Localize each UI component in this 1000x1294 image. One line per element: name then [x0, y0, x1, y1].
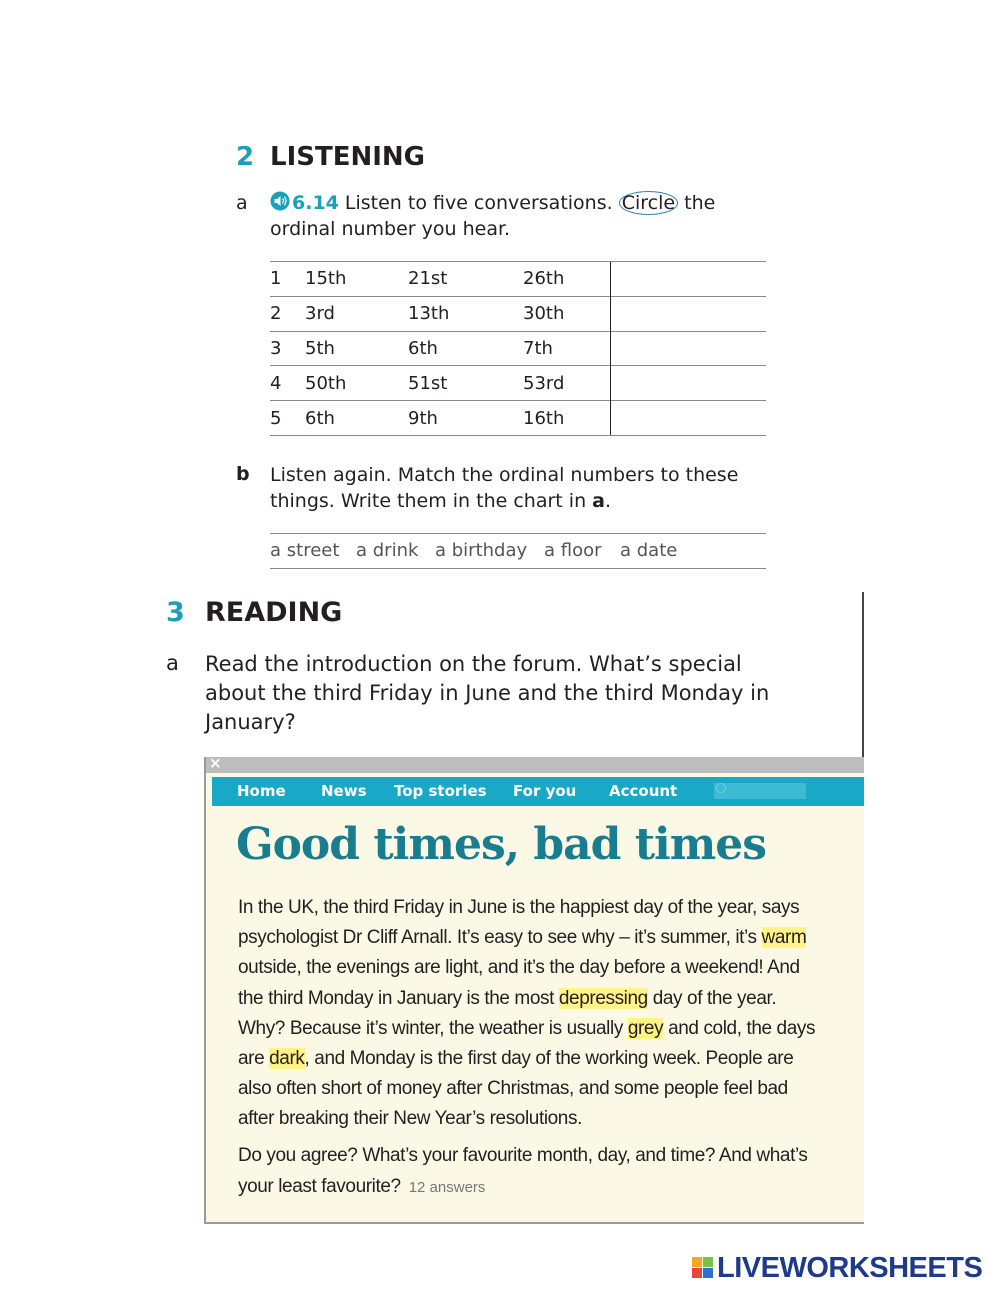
ordinal-cell: 50th — [305, 366, 408, 401]
forum-nav-bar — [212, 777, 864, 806]
thing-item: a drink — [356, 540, 419, 561]
row-number-cell: 3 — [270, 331, 305, 366]
ordinal-cell: 13th — [408, 296, 523, 331]
ordinal-cell: 9th — [408, 401, 523, 436]
body-text-segment: day of the year. Why? Because it’s winter, the weather is usually — [238, 987, 777, 1039]
exercise-3a-instruction: Read the introduction on the forum. What’s special about the third Friday in June and the third Monday in January? — [205, 652, 770, 734]
thing-item: a street — [270, 540, 340, 561]
ordinal-cell: 7th — [523, 331, 611, 366]
search-icon — [716, 783, 726, 793]
highlighted-word: warm — [761, 927, 807, 949]
table-row — [270, 262, 766, 297]
highlighted-word: dark — [269, 1048, 305, 1070]
nav-account[interactable]: Account — [609, 782, 678, 800]
highlighted-word: grey — [627, 1017, 664, 1039]
logo-text: LIVEWORKSHEETS — [717, 1252, 983, 1284]
ordinal-cell: 30th — [523, 296, 611, 331]
article-headline: Good times, bad times — [236, 819, 767, 870]
instruction-b-text: Listen again. Match the ordinal numbers to these things. Write them in the chart in — [270, 464, 739, 512]
instruction-text-before: Listen to five conversations. — [344, 192, 613, 214]
row-number-cell: 5 — [270, 401, 305, 436]
instruction-b-end: . — [605, 490, 612, 512]
body-text-segment: and cold, the days are — [238, 1017, 816, 1070]
ordinal-numbers-table — [270, 261, 766, 436]
close-icon[interactable]: × — [209, 754, 222, 772]
browser-title-bar — [206, 754, 864, 773]
table-row — [270, 401, 766, 436]
highlighted-word: depressing — [558, 987, 648, 1009]
section-2-number: 2 — [236, 142, 255, 172]
answer-cell[interactable] — [611, 401, 767, 436]
answer-cell[interactable] — [611, 331, 767, 366]
ordinal-cell: 26th — [523, 262, 611, 297]
answers-link[interactable]: 12 answers — [408, 1178, 486, 1196]
exercise-2a-instruction — [270, 190, 770, 242]
row-number-cell: 2 — [270, 296, 305, 331]
ordinal-cell: 51st — [408, 366, 523, 401]
circled-word: Circle — [619, 191, 678, 215]
nav-home[interactable]: Home — [237, 782, 286, 800]
instruction-b-ref: a — [592, 490, 605, 512]
ordinal-cell: 6th — [408, 331, 523, 366]
audio-speaker-icon[interactable] — [270, 191, 290, 211]
ordinal-cell: 5th — [305, 331, 408, 366]
section-3-number: 3 — [166, 597, 185, 628]
exercise-2b-letter: b — [236, 463, 250, 485]
ordinal-cell: 53rd — [523, 366, 611, 401]
exercise-3a-letter: a — [166, 651, 179, 675]
track-number: 6.14 — [292, 192, 339, 214]
forum-question — [238, 1141, 818, 1203]
article-body — [238, 893, 818, 1135]
ordinal-cell: 6th — [305, 401, 408, 436]
table-row — [270, 366, 766, 401]
table-row — [270, 331, 766, 366]
exercise-2a-letter: a — [236, 192, 248, 214]
answer-cell[interactable] — [611, 296, 767, 331]
ordinal-cell: 21st — [408, 262, 523, 297]
ordinal-cell: 16th — [523, 401, 611, 436]
instruction-text-after: the ordinal number you hear. — [270, 192, 716, 240]
ordinal-cell: 3rd — [305, 296, 408, 331]
table-row — [270, 296, 766, 331]
body-text-segment: , and Monday is the first day of the working week. People are also often short of money after Christmas, and some people feel bad after breaking their New Year’s resolutions. — [238, 1048, 794, 1130]
nav-top-stories[interactable]: Top stories — [394, 782, 487, 800]
row-number-cell: 1 — [270, 262, 305, 297]
section-2-title: LISTENING — [270, 142, 425, 172]
thing-item: a birthday — [435, 540, 528, 561]
ordinal-cell: 15th — [305, 262, 408, 297]
answer-cell[interactable] — [611, 366, 767, 401]
answer-cell[interactable] — [611, 262, 767, 297]
search-input[interactable] — [714, 783, 806, 799]
thing-item: a floor — [544, 540, 602, 561]
nav-news[interactable]: News — [321, 782, 367, 800]
row-number-cell: 4 — [270, 366, 305, 401]
nav-for-you[interactable]: For you — [513, 782, 577, 800]
question-text: Do you agree? What’s your favourite month, day, and time? And what’s your least favourite? — [238, 1145, 808, 1197]
section-3-title: READING — [205, 597, 343, 628]
body-text-segment: outside, the evenings are light, and it’s the day before a weekend! And the third Monday in January is the most — [238, 957, 800, 1009]
body-text-segment: In the UK, the third Friday in June is the happiest day of the year, says psychologist Dr Cliff Arnall. It’s easy to see why – it’s summer, it’s — [238, 897, 800, 949]
logo-mark-icon — [692, 1257, 714, 1279]
thing-item: a date — [620, 540, 678, 561]
exercise-2b-instruction — [270, 462, 770, 514]
forum-browser-window — [204, 754, 864, 1224]
things-word-box — [270, 533, 766, 569]
